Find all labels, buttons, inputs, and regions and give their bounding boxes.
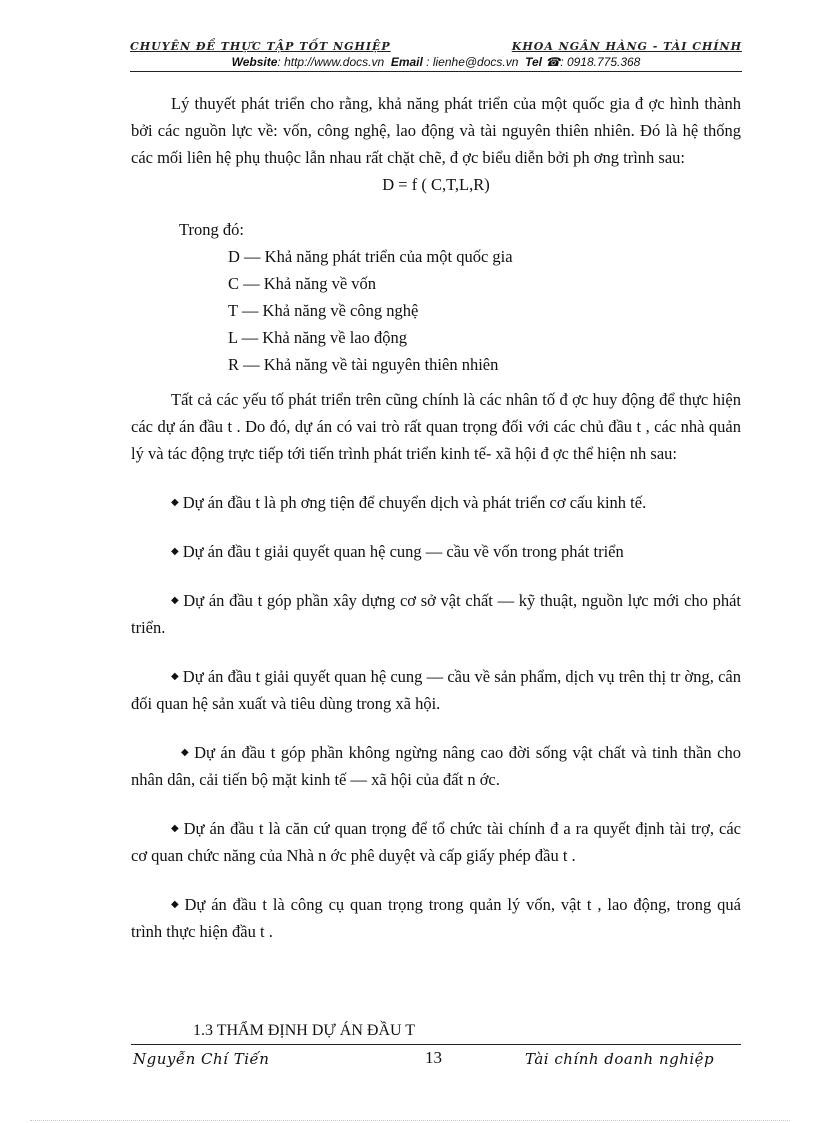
bullet-icon: ◆ (171, 823, 180, 834)
definition-item: C — Khả năng về vốn (228, 274, 377, 293)
bullet-icon: ◆ (181, 747, 191, 758)
section-heading: 1.3 THẨM ĐỊNH DỰ ÁN ĐẦU T (193, 1022, 416, 1039)
bullet-icon: ◆ (171, 497, 179, 508)
bullet-icon: ◆ (171, 546, 179, 557)
bullet-icon: ◆ (171, 899, 181, 910)
bullet-text: Dự án đầu t là căn cứ quan trọng để tổ chức tài chính đ a ra quyết định tài trợ, các cơ quan chức năng của Nhà n ớc phê duyệt và cấp giấy phép đầu t . (131, 819, 741, 865)
bullet-item (131, 891, 741, 945)
header-contact (130, 55, 742, 69)
bullet-text: Dự án đầu t là ph ơng tiện để chuyển dịch và phát triển cơ cấu kinh tế. (182, 493, 647, 512)
header-rule (130, 71, 742, 72)
footer-rule (131, 1044, 741, 1045)
page-header (130, 40, 742, 72)
where-label: Trong đó: (179, 220, 244, 239)
document-body (131, 90, 741, 945)
bullet-item (131, 663, 741, 717)
email-link[interactable]: : lienhe@docs.vn (426, 55, 519, 69)
roles-paragraph: Tất cả các yếu tố phát triển trên cũng chính là các nhân tố đ ợc huy động để thực hiện các dự án đầu t . Do đó, dự án có vai trò rất quan trọng đối với các chủ đầu t , các nhà quản lý và tác động trực tiếp tới tiến trình phát triển kinh tế- xã hội đ ợc thể hiện nh sau: (131, 390, 741, 463)
header-titles (130, 40, 742, 53)
definition-item: T — Khả năng về công nghệ (228, 301, 419, 320)
page-number: 13 (425, 1048, 442, 1067)
definition-item: D — Khả năng phát triển của một quốc gia (228, 247, 513, 266)
email-label: Email (390, 55, 423, 69)
bullet-item (131, 815, 741, 869)
footer-author: Nguyễn Chí Tiến (133, 1050, 270, 1068)
website-label: Website (231, 55, 278, 69)
definition-item: L — Khả năng về lao động (228, 328, 408, 347)
tel-label: Tel (525, 55, 542, 69)
bullet-item (131, 587, 741, 641)
phone-icon: ☎ (545, 55, 561, 69)
definition-item: R — Khả năng về tài nguyên thiên nhiên (228, 355, 499, 374)
header-left-title: CHUYÊN ĐỀ THỰC TẬP TỐT NGHIỆP (130, 40, 391, 53)
bullet-text: Dự án đầu t giải quyết quan hệ cung — cầu về vốn trong phát triển (182, 542, 624, 561)
header-right-title: KHOA NGÂN HÀNG - TÀI CHÍNH (511, 40, 742, 53)
bullet-text: Dự án đầu t góp phần xây dựng cơ sở vật chất — kỹ thuật, nguồn lực mới cho phát triển. (131, 591, 741, 637)
bullet-icon: ◆ (171, 671, 179, 682)
bullet-item (171, 538, 741, 565)
tel-value: : 0918.775.368 (560, 55, 641, 69)
bullet-text: Dự án đầu t góp phần không ngừng nâng cao đời sống vật chất và tinh thần cho nhân dân, cải tiến bộ mặt kinh tế — xã hội của đất n ớc. (131, 743, 741, 789)
page-edge-divider (30, 1120, 790, 1121)
bullet-text: Dự án đầu t là công cụ quan trọng trong quản lý vốn, vật t , lao động, trong quá trình thực hiện đầu t . (131, 895, 741, 941)
bullet-item (131, 739, 741, 793)
bullet-icon: ◆ (171, 595, 180, 606)
bullet-item (171, 489, 741, 516)
formula: D = f ( C,T,L,R) (382, 175, 490, 194)
intro-paragraph: Lý thuyết phát triển cho rằng, khả năng phát triển của một quốc gia đ ợc hình thành bởi các nguồn lực về: vốn, công nghệ, lao động và tài nguyên thiên nhiên. Đó là hệ thống các mối liên hệ phụ thuộc lẫn nhau rất chặt chẽ, đ ợc biểu diễn bởi ph ơng trình sau: (131, 94, 741, 167)
website-link[interactable]: : http://www.docs.vn (277, 55, 385, 69)
footer-subject: Tài chính doanh nghiệp (525, 1050, 715, 1068)
bullet-text: Dự án đầu t giải quyết quan hệ cung — cầu về sản phẩm, dịch vụ trên thị tr ờng, cân đối quan hệ sản xuất và tiêu dùng trong xã hội. (131, 667, 741, 713)
